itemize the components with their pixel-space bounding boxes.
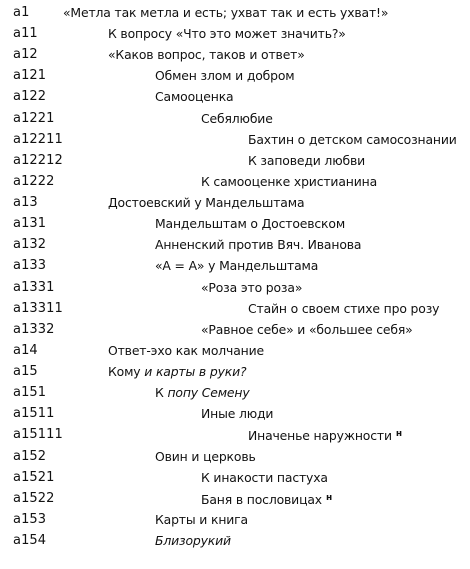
entry-title (201, 277, 302, 298)
list-item (0, 44, 470, 65)
entry-title-part: Овин и церковь (155, 448, 256, 464)
entry-code: a12212 (13, 152, 63, 168)
list-item (0, 277, 470, 298)
entry-title-part: «Равное себе» и «большее себя» (201, 321, 413, 337)
entry-title-part: Мандельштам о Достоевском (155, 216, 346, 232)
list-item (0, 467, 470, 488)
entry-title-part: Бахтин о детском самосознании (248, 131, 457, 147)
entry-code: a152 (13, 448, 47, 464)
entry-title (248, 298, 439, 319)
entry-code: a11 (13, 26, 38, 42)
entry-code: a153 (13, 511, 47, 527)
entry-title-part: попу Семену (167, 385, 250, 401)
entry-title (201, 488, 332, 510)
entry-code: a13 (13, 195, 38, 211)
entry-title-part: Обмен злом и добром (155, 68, 295, 84)
entry-title (108, 340, 264, 361)
entry-code: a15 (13, 364, 38, 380)
entry-code: a15111 (13, 427, 63, 443)
entry-title (201, 108, 273, 129)
entry-code: a12211 (13, 131, 63, 147)
entry-code: a12 (13, 47, 38, 63)
entry-title (108, 23, 346, 44)
entry-code: a133 (13, 258, 47, 274)
entry-title (155, 65, 295, 86)
list-item (0, 150, 470, 171)
entry-title-part: «Роза это роза» (201, 279, 303, 295)
entry-title-part: Ответ-эхо как молчание (108, 342, 264, 358)
list-item (0, 192, 470, 213)
entry-code: a132 (13, 237, 47, 253)
note-marker: н (326, 492, 333, 503)
entry-title (248, 424, 402, 446)
entry-title (201, 403, 273, 424)
entry-code: a1521 (13, 469, 55, 485)
entry-title (201, 171, 377, 192)
list-item (0, 2, 470, 23)
list-item (0, 213, 470, 234)
list-item (0, 319, 470, 340)
list-item (0, 171, 470, 192)
entry-title-part: Карты и книга (155, 511, 248, 527)
entry-title-part: К вопросу «Что это может значить?» (108, 26, 346, 42)
entry-code: a121 (13, 68, 47, 84)
entry-title-part: Себялюбие (201, 110, 273, 126)
entry-code: a1332 (13, 321, 55, 337)
list-item (0, 129, 470, 150)
entry-code: a122 (13, 89, 47, 105)
entry-title-part: К заповеди любви (248, 152, 366, 168)
list-item (0, 530, 470, 551)
entry-title (201, 319, 413, 340)
entry-title-part: и карты в руки? (144, 364, 247, 380)
entry-title-part: «Метла так метла и есть; ухват так и есть ухват!» (63, 5, 389, 20)
list-item (0, 361, 470, 382)
list-item (0, 382, 470, 403)
list-item (0, 65, 470, 86)
list-item (0, 509, 470, 530)
list-item (0, 108, 470, 129)
entry-title (155, 255, 318, 276)
entry-title (155, 382, 250, 403)
entry-title-part: Достоевский у Мандельштама (108, 195, 305, 211)
entry-title-part: Стайн о своем стихе про розу (248, 300, 440, 316)
entry-title-part: Близорукий (155, 533, 231, 548)
list-item (0, 86, 470, 107)
entry-title (155, 509, 248, 530)
entry-title (201, 467, 328, 488)
list-item (0, 446, 470, 467)
entry-title (63, 2, 388, 23)
entry-title-part: «А = А» у Мандельштама (155, 258, 319, 274)
entry-code: a154 (13, 533, 47, 548)
note-marker: н (395, 429, 402, 440)
entry-title (155, 213, 345, 234)
entry-code: a1221 (13, 110, 55, 126)
entry-title-part: Иные люди (201, 406, 274, 422)
entry-title-part: К инакости пастуха (201, 469, 328, 485)
entry-title-part: Самооценка (155, 89, 234, 105)
list-item (0, 234, 470, 255)
entry-title (108, 361, 246, 382)
entry-code: a13311 (13, 300, 63, 316)
entry-code: a1511 (13, 406, 55, 422)
entry-title (248, 150, 365, 171)
entry-title-part: Кому (108, 364, 145, 380)
list-item (0, 403, 470, 424)
entry-code: a1 (13, 5, 30, 20)
entry-title-part: «Каков вопрос, таков и ответ» (108, 47, 305, 63)
entry-title-part: Иначенье наружности (248, 428, 392, 444)
list-item (0, 255, 470, 276)
entry-code: a131 (13, 216, 47, 232)
entry-title (155, 86, 234, 107)
list-item (0, 23, 470, 44)
entry-title (155, 234, 361, 255)
entry-title-part: Анненский против Вяч. Иванова (155, 237, 362, 253)
entry-code: a1222 (13, 173, 55, 189)
entry-title (248, 129, 457, 150)
entry-title (155, 530, 231, 551)
entry-title-part: К (155, 385, 168, 401)
entry-code: a151 (13, 385, 47, 401)
entry-code: a14 (13, 342, 38, 358)
entry-title (108, 44, 305, 65)
list-item (0, 340, 470, 361)
list-item (0, 488, 470, 509)
entry-title (108, 192, 304, 213)
entry-title-part: К самооценке христианина (201, 173, 378, 189)
entry-title (155, 446, 256, 467)
list-item (0, 424, 470, 445)
list-item (0, 298, 470, 319)
entry-code: a1331 (13, 279, 55, 295)
entry-code: a1522 (13, 490, 55, 506)
entry-title-part: Баня в пословицах (201, 491, 322, 507)
